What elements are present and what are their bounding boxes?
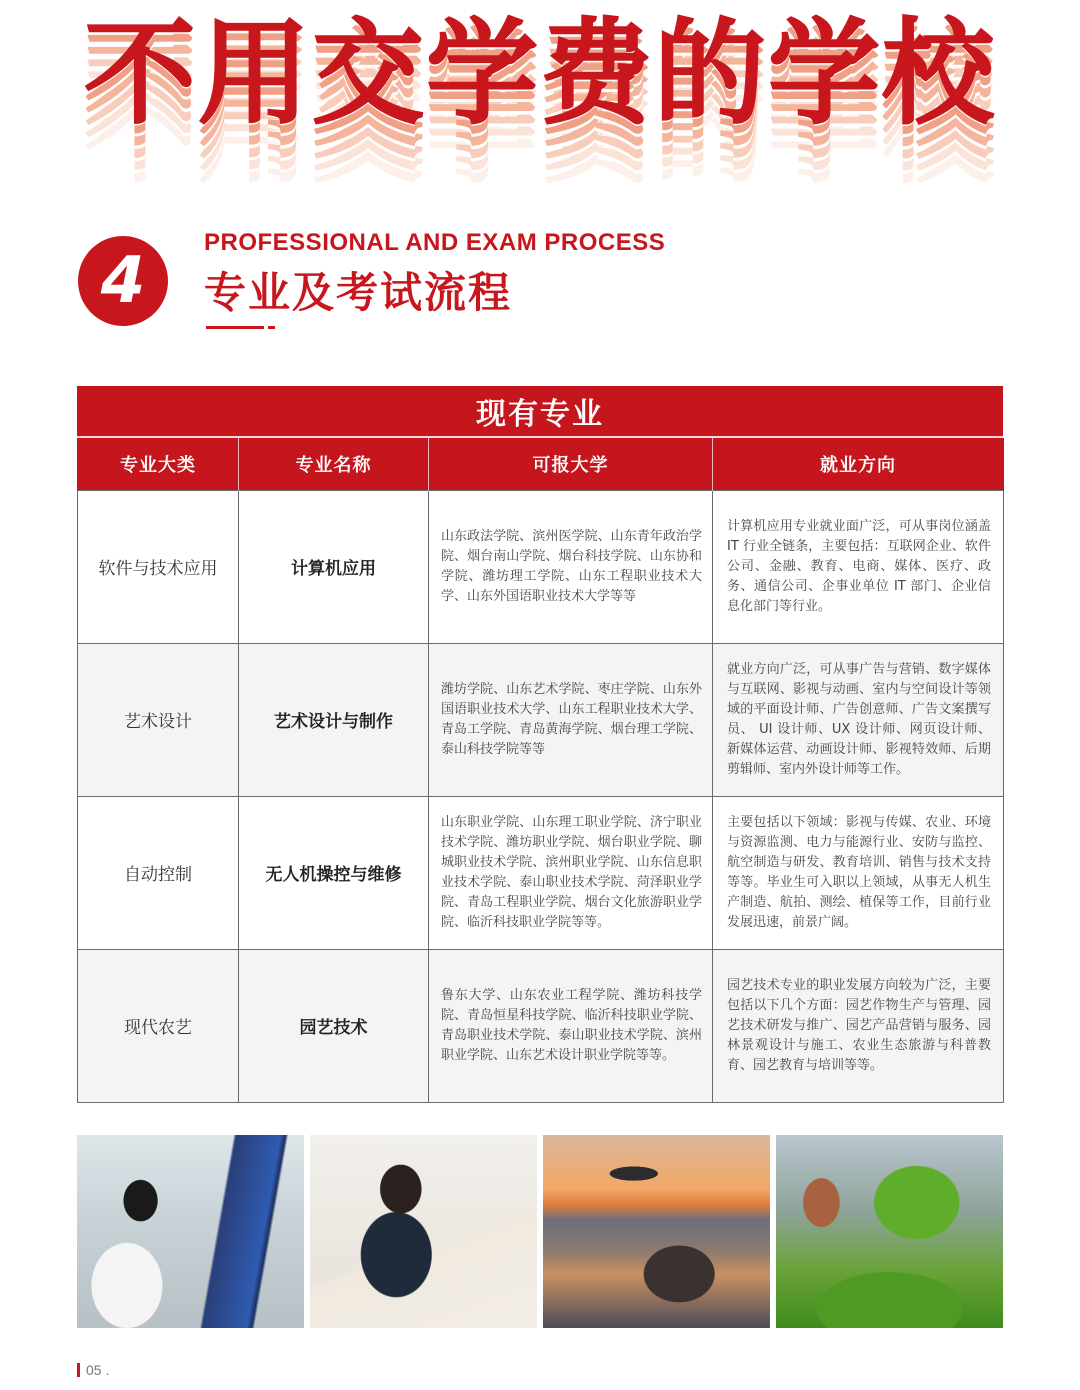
cell-career: 园艺技术专业的职业发展方向较为广泛，主要包括以下几个方面：园艺作物生产与管理、园艺技术研发与推广、园艺产品营销与服务、园林景观设计与施工、农业生态旅游与科普教育、园艺教育与培训等等。 [713, 949, 1004, 1102]
cell-major: 园艺技术 [239, 949, 429, 1102]
cell-career: 主要包括以下领域：影视与传媒、农业、环境与资源监测、电力与能源行业、安防与监控、航空制造与研发、教育培训、销售与技术支持等等。毕业生可入职以上领域，从事无人机生产制造、航拍、测绘、植保等工作，目前行业发展迅速，前景广阔。 [713, 796, 1004, 949]
column-header-universities: 可报大学 [429, 438, 713, 490]
cell-universities: 山东政法学院、滨州医学院、山东青年政治学院、烟台南山学院、烟台科技学院、山东协和学院、潍坊理工学院、山东工程职业技术大学、山东外国语职业技术大学等等 [429, 490, 713, 643]
section-number: 4 [100, 244, 146, 318]
column-header-career: 就业方向 [713, 438, 1004, 490]
section-number-badge [78, 236, 168, 326]
column-header-category: 专业大类 [78, 438, 239, 490]
page-number-marker [77, 1363, 80, 1377]
cell-universities: 山东职业学院、山东理工职业学院、济宁职业技术学院、潍坊职业学院、烟台职业学院、聊城职业技术学院、滨州职业学院、山东信息职业技术学院、泰山职业技术学院、菏泽职业学院、青岛工程职业学院、烟台文化旅游职业学院、临沂科技职业学院等等。 [429, 796, 713, 949]
table-title: 现有专业 [77, 386, 1003, 438]
section-divider-dot [268, 326, 275, 329]
photo-strip [77, 1135, 1003, 1328]
column-header-major: 专业名称 [239, 438, 429, 490]
majors-grid [77, 438, 1004, 1103]
cell-career: 就业方向广泛，可从事广告与营销、数字媒体与互联网、影视与动画、室内与空间设计等领域的平面设计师、广告创意师、广告文案撰写员、 UI 设计师、UX 设计师、网页设计师、新媒体运营、动画设计师、影视特效师、后期剪辑师、室内外设计师等工作。 [713, 643, 1004, 796]
drone-photo [543, 1135, 770, 1328]
page-number [77, 1362, 109, 1378]
cell-major: 计算机应用 [239, 490, 429, 643]
cell-category: 艺术设计 [78, 643, 239, 796]
cell-universities: 潍坊学院、山东艺术学院、枣庄学院、山东外国语职业技术大学、山东工程职业技术大学、青岛工学院、青岛黄海学院、烟台理工学院、泰山科技学院等等 [429, 643, 713, 796]
cell-major: 艺术设计与制作 [239, 643, 429, 796]
headline [0, 8, 1080, 188]
majors-table [77, 386, 1003, 1103]
horticulture-photo [776, 1135, 1003, 1328]
section-title-en: PROFESSIONAL AND EXAM PROCESS [204, 229, 666, 256]
cell-universities: 鲁东大学、山东农业工程学院、潍坊科技学院、青岛恒星科技学院、临沂科技职业学院、青岛职业技术学院、泰山职业技术学院、滨州职业学院、山东艺术设计职业学院等等。 [429, 949, 713, 1102]
headline-text: 不用交学费的学校 [84, 7, 996, 141]
cell-major: 无人机操控与维修 [239, 796, 429, 949]
cell-category: 现代农艺 [78, 949, 239, 1102]
table-row [78, 490, 1004, 643]
cell-career: 计算机应用专业就业面广泛，可从事岗位涵盖 IT 行业全链条，主要包括：互联网企业、软件公司、金融、教育、电商、媒体、医疗、政务、通信公司、企事业单位 IT 部门、企业信息化部门等行业。 [713, 490, 1004, 643]
table-header-row [78, 438, 1004, 490]
table-row [78, 643, 1004, 796]
section-title-zh: 专业及考试流程 [204, 268, 513, 317]
section-divider [206, 326, 264, 329]
computer-lab-photo [77, 1135, 304, 1328]
page-number-text: 05 . [86, 1362, 110, 1378]
cell-category: 软件与技术应用 [78, 490, 239, 643]
art-design-photo [310, 1135, 537, 1328]
table-row [78, 949, 1004, 1102]
cell-category: 自动控制 [78, 796, 239, 949]
table-row [78, 796, 1004, 949]
